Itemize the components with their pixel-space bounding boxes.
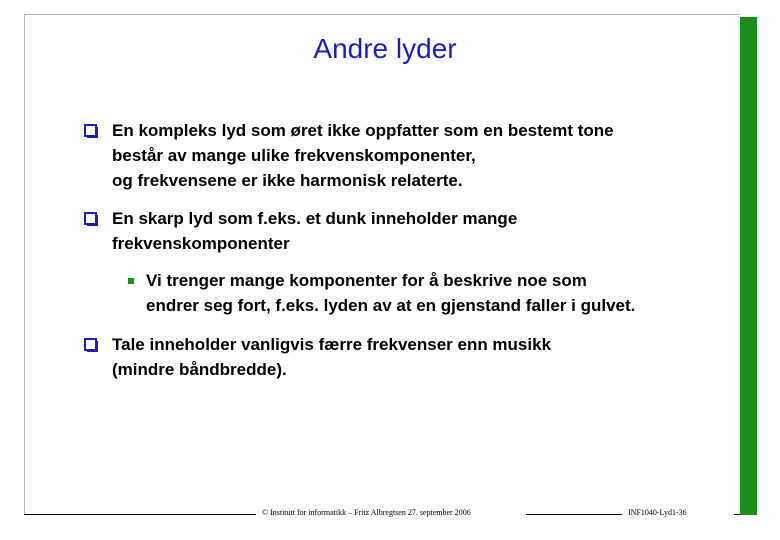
footer-rule-right [734, 514, 740, 515]
checkbox-bullet-icon [84, 338, 97, 351]
slide-frame-left [24, 14, 25, 514]
bullet-item [84, 118, 614, 193]
slide-title: Andre lyder [313, 33, 457, 64]
square-bullet-icon [128, 278, 134, 284]
checkbox-bullet-icon [84, 124, 97, 137]
sub-bullet-text: Vi trenger mange komponenter for å beskrive noe som endrer seg fort, f.eks. lyden av at en gjenstand faller i gulvet. [146, 271, 636, 315]
footer-rule-mid [526, 514, 622, 515]
bullet-item [84, 206, 517, 256]
footer-rule-left [24, 514, 256, 515]
bullet-text: Tale inneholder vanligvis færre frekvenser enn musikk (mindre båndbredde). [112, 335, 552, 379]
green-side-bar [740, 17, 757, 515]
bullet-text: En skarp lyd som f.eks. et dunk inneholder mange frekvenskomponenter [112, 209, 518, 253]
bullet-item [84, 332, 551, 382]
checkbox-bullet-icon [84, 212, 97, 225]
bullet-text: En kompleks lyd som øret ikke oppfatter som en bestemt tone består av mange ulike frekvenskomponenter, og frekvensene er ikke harmonisk relaterte. [112, 121, 614, 190]
slide-frame-top [24, 14, 740, 15]
sub-bullet-item [128, 268, 635, 318]
footer-page-number: INF1040-Lyd1-36 [628, 508, 687, 517]
footer-credit: © Institutt for informatikk – Fritz Albregtsen 27. september 2006 [262, 508, 471, 517]
